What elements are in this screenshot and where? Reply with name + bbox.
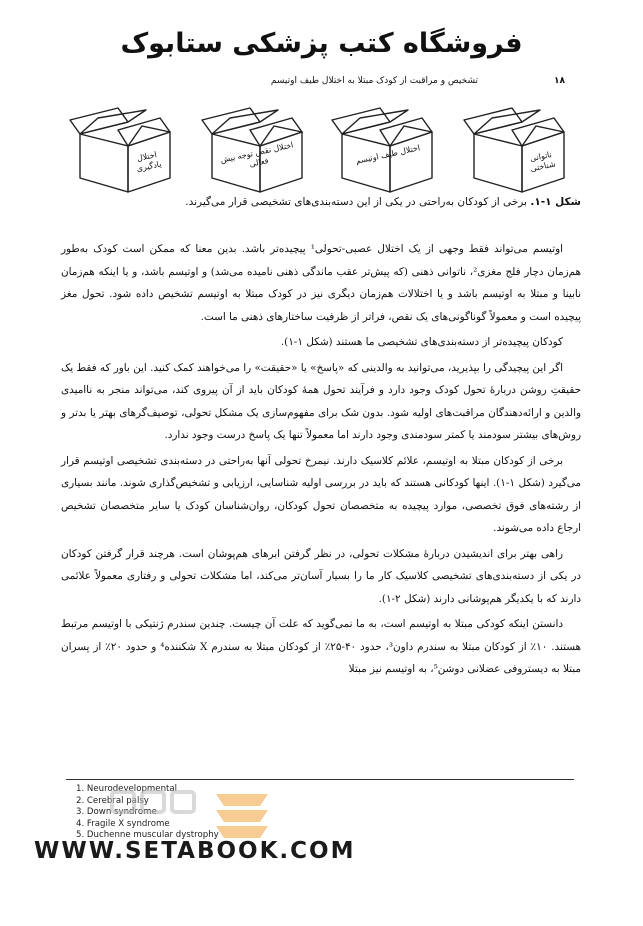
box-autism-spectrum <box>328 100 446 196</box>
running-head <box>60 76 583 90</box>
footnote: 4. Fragile X syndrome <box>76 818 170 829</box>
paragraph: اوتیسم می‌تواند فقط وجهی از یک اختلال عصبی-تحولی¹ پیچیده‌تر باشد. بدین معنا که ممکن است کودک به‌طور هم‌زمان دچار فلج مغزی²، ناتوانی ذهنی (که پیش‌تر عقب ماندگی ذهنی نامیده می‌شد) و اوتیسم باشد، و یا اینکه هم‌زمان نابینا و مبتلا به اوتیسم باشد و یا اختلالات هم‌زمان دیگری نیز در کودک مبتلا به اوتیسم تشخیص داده شود. تحول مغز پیچیده است و معمولاً گوناگونی‌های یک نقص، فراتر از ظرفیت ساختارهای ذهنی ما است. <box>61 243 582 323</box>
box-adhd <box>198 100 316 196</box>
footnote: 5. Duchenne muscular dystrophy <box>76 830 219 840</box>
figure-caption <box>61 196 581 208</box>
paragraph: برخی از کودکان مبتلا به اوتیسم، علائم کلاسیک دارند. نیمرخ تحولی آنها به‌راحتی در دسته‌بندی تشخیصی اوتیسم قرار می‌گیرد (شکل ۱-۱). اینها کودکانی هستند که باید در بررسی اولیه شناسایی، ارزیابی و تشخیص‌گذاری شوند. مانند بسیاری از رشته‌های فوق تخصصی، موارد پیچیده به متخصصان تحول کودکان، روان‌شناسان کودک یا سایر متخصصان تشخیص ارجاع داده می‌شوند. <box>61 454 581 534</box>
paragraph: دانستن اینکه کودکی مبتلا به اوتیسم است، به ما نمی‌گوید که علت آن چیست. چندین سندرم ژنتیکی با اوتیسم مرتبط هستند. ۱۰٪ از کودکان مبتلا به سندرم داون³، حدود ۴۰-۲۵٪ از کودکان مبتلا به سندرم X شکننده⁴ و حدود ۲۰٪ از پسران مبتلا به دیستروفی عضلانی دوشن⁵، به اوتیسم نیز مبتلا <box>61 618 581 675</box>
box-learning-disorder <box>66 100 184 196</box>
caption-text: برخی از کودکان به‌راحتی در یکی از این دسته‌بندی‌های تشخیصی قرار می‌گیرند. <box>185 196 527 208</box>
figure-boxes <box>66 100 578 196</box>
page-number: ۱۸ <box>554 76 565 86</box>
box-label: اختلال یادگیری <box>135 150 163 174</box>
paragraph: راهی بهتر برای اندیشیدن دربارهٔ مشکلات تحولی، در نظر گرفتن ابرهای هم‌پوشان است. هرچند قرار گرفتن کودکان در یکی از دسته‌بندی‌های تشخیصی کلاسیک کار ما را بسیار آسان‌تر می‌کند، اما مشکلات تحولی و رفتاری معمولاً علائمی دارند که با یکدیگر هم‌پوشانی دارند (شکل ۲-۱). <box>61 547 581 605</box>
site-url: WWW.SETABOOK.COM <box>34 838 356 864</box>
brand-title: فروشگاه کتب پزشکی ستابوک <box>120 28 523 59</box>
open-box-icon <box>66 100 184 196</box>
box-label: اختلال نقص توجه بیش فعالی <box>219 140 295 169</box>
footnote: 2. Cerebral palsy <box>76 795 149 806</box>
paragraph: کودکان پیچیده‌تر از دسته‌بندی‌های تشخیصی ما هستند (شکل ۱-۱). <box>280 336 563 348</box>
running-title: تشخیص و مراقبت از کودک مبتلا به اختلال طیف اوتیسم <box>270 76 478 86</box>
paragraph: اگر این پیچیدگی را بپذیرید، می‌توانید به والدینی که «پاسخ» یا «حقیقت» را می‌خواهند کمک کنید. این باور که فقط یک حقیقتِ روشن دربارهٔ تحول کودک وجود دارد و فرآیند تحول همهٔ کودکان باید از آن پیروی کند، می‌تواند منجر به ناامیدی والدین و ارائه‌دهندگان مراقبت‌های اولیه شود. بدون شک برای مفهوم‌سازی یک مشکل تحولی، توصیف‌گرهای بهتر یا بدتر و روش‌های بیشتر سودمند یا کمتر سودمندی وجود دارند اما معمولاً تنها یک پاسخ درست وجود ندارد. <box>61 361 581 441</box>
body-text <box>61 238 581 681</box>
box-cognitive-disability <box>460 100 578 196</box>
setabook-logo <box>96 780 276 846</box>
box-label: اختلال طیف اوتیسم <box>354 143 421 166</box>
footnote: 3. Down syndrome <box>76 807 157 817</box>
caption-label: شکل ۱-۱. <box>530 196 581 208</box>
open-box-icon <box>460 100 578 196</box>
box-label: ناتوانی شناختی <box>529 149 557 174</box>
footnote: 1. Neurodevelopmental <box>76 784 178 794</box>
